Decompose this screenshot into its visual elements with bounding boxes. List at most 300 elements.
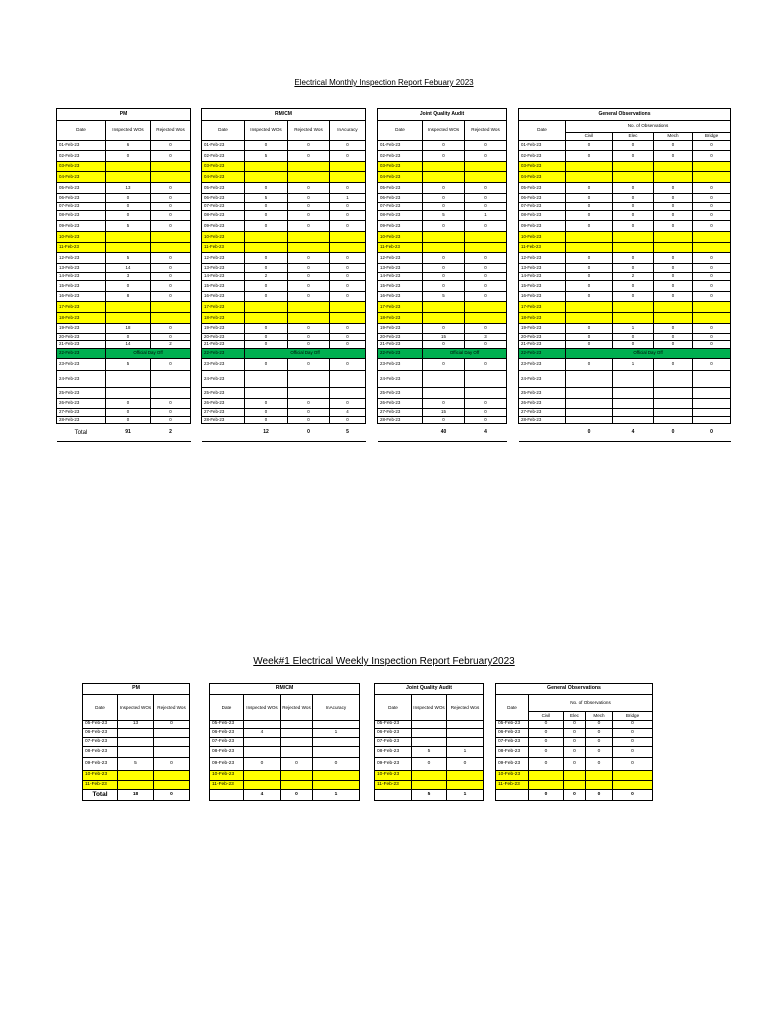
total-value: 12 [245, 424, 288, 442]
value-cell [288, 172, 330, 183]
date-cell: 06-Feb-23 [210, 729, 244, 738]
table-row [519, 292, 731, 302]
value-cell: 5 [106, 221, 151, 232]
date-cell: 17-Feb-23 [378, 302, 423, 313]
table-row [83, 721, 190, 729]
subheader-civil: Civil [529, 712, 564, 721]
value-cell [151, 313, 191, 324]
date-cell: 10-Feb-23 [375, 771, 412, 781]
table-row [519, 399, 731, 409]
value-cell [154, 747, 190, 758]
value-cell [106, 162, 151, 172]
total-value: 1 [313, 790, 360, 801]
column-header: Inspected WOs [245, 121, 288, 141]
value-cell: 0 [151, 221, 191, 232]
value-cell: 0 [465, 151, 507, 162]
value-cell: 3 [465, 334, 507, 341]
date-cell: 04-Feb-23 [519, 172, 566, 183]
column-header-row [57, 121, 191, 133]
value-cell: 0 [288, 211, 330, 221]
date-cell: 10-Feb-23 [202, 232, 245, 243]
value-cell: 0 [330, 253, 366, 264]
value-cell [281, 781, 313, 790]
value-cell: 0 [693, 151, 731, 162]
total-value: 40 [423, 424, 465, 442]
value-cell: 0 [151, 203, 191, 211]
value-cell: 0 [465, 141, 507, 151]
table-row [202, 302, 366, 313]
date-cell: 13-Feb-23 [378, 264, 423, 273]
value-cell: 0 [288, 273, 330, 281]
value-cell: 0 [106, 409, 151, 417]
date-cell: 26-Feb-23 [519, 399, 566, 409]
value-cell: 0 [693, 359, 731, 371]
column-header-row [496, 695, 653, 712]
value-cell: 0 [613, 264, 654, 273]
value-cell: 0 [693, 203, 731, 211]
total-label: Total [83, 790, 118, 801]
value-cell: 0 [245, 253, 288, 264]
value-cell: 0 [423, 253, 465, 264]
table-row [375, 758, 484, 771]
value-cell: 0 [613, 211, 654, 221]
value-cell: 0 [529, 738, 564, 747]
value-cell: 15 [423, 409, 465, 417]
value-cell [288, 313, 330, 324]
value-cell: 0 [423, 273, 465, 281]
group-title: General Observations [519, 109, 731, 121]
value-cell [412, 729, 447, 738]
table-row [210, 738, 360, 747]
table-row [378, 341, 507, 349]
date-cell: 19-Feb-23 [378, 324, 423, 334]
group-title: Joint Quality Audit [375, 684, 484, 695]
value-cell [465, 232, 507, 243]
table-row [83, 729, 190, 738]
value-cell: 0 [288, 151, 330, 162]
value-cell [423, 313, 465, 324]
value-cell: 0 [613, 221, 654, 232]
column-header: Date [202, 121, 245, 141]
table-row [375, 721, 484, 729]
value-cell [693, 399, 731, 409]
value-cell: 0 [564, 747, 586, 758]
value-cell [118, 729, 154, 738]
table-row [202, 243, 366, 253]
total-value: 0 [654, 424, 693, 442]
date-cell: 15-Feb-23 [202, 281, 245, 292]
table-row [519, 371, 731, 388]
date-cell: 14-Feb-23 [378, 273, 423, 281]
group-title: Joint Quality Audit [378, 109, 507, 121]
table-row [83, 758, 190, 771]
date-cell: 07-Feb-23 [375, 738, 412, 747]
table-row [519, 359, 731, 371]
value-cell [151, 162, 191, 172]
date-cell: 10-Feb-23 [210, 771, 244, 781]
date-cell: 13-Feb-23 [519, 264, 566, 273]
value-cell: 6 [106, 141, 151, 151]
date-cell: 11-Feb-23 [519, 243, 566, 253]
column-header: Date [210, 695, 244, 721]
date-cell: 27-Feb-23 [519, 409, 566, 417]
table-row [57, 292, 191, 302]
column-header-row [210, 695, 360, 712]
total-label: Total [57, 424, 106, 442]
value-cell: 1 [465, 211, 507, 221]
table-row [202, 203, 366, 211]
date-cell: 14-Feb-23 [202, 273, 245, 281]
value-cell [106, 243, 151, 253]
date-cell: 26-Feb-23 [57, 399, 106, 409]
value-cell: 0 [465, 359, 507, 371]
value-cell [244, 771, 281, 781]
value-cell: 0 [288, 183, 330, 194]
value-cell [244, 721, 281, 729]
value-cell [245, 172, 288, 183]
value-cell: 0 [106, 203, 151, 211]
value-cell [245, 302, 288, 313]
value-cell [151, 232, 191, 243]
value-cell: 0 [245, 417, 288, 424]
table-row [57, 141, 191, 151]
value-cell: 0 [245, 409, 288, 417]
value-cell [245, 162, 288, 172]
table-row [202, 273, 366, 281]
value-cell [613, 232, 654, 243]
value-cell: 0 [423, 221, 465, 232]
value-cell: 0 [465, 417, 507, 424]
value-cell [330, 371, 366, 388]
table-row [83, 738, 190, 747]
value-cell: 0 [693, 334, 731, 341]
value-cell [330, 162, 366, 172]
column-header: Inspected WOs [118, 695, 154, 721]
date-cell: 08-Feb-23 [210, 747, 244, 758]
date-cell: 20-Feb-23 [378, 334, 423, 341]
total-row [202, 424, 366, 442]
total-value: 0 [288, 424, 330, 442]
value-cell [613, 302, 654, 313]
table-row [202, 417, 366, 424]
day-off-label: Official Day Off [423, 349, 507, 359]
value-cell [154, 771, 190, 781]
value-cell [244, 781, 281, 790]
table-row [202, 162, 366, 172]
group-header-row [496, 684, 653, 695]
value-cell [118, 747, 154, 758]
value-cell: 0 [244, 758, 281, 771]
value-cell: 0 [288, 359, 330, 371]
value-cell [412, 781, 447, 790]
value-cell: 0 [245, 183, 288, 194]
total-spacer [375, 790, 412, 801]
value-cell: 14 [106, 341, 151, 349]
date-cell: 16-Feb-23 [57, 292, 106, 302]
column-header: Inspected WOs [412, 695, 447, 721]
total-value: 0 [566, 424, 613, 442]
value-cell: 0 [245, 341, 288, 349]
table-row [375, 747, 484, 758]
total-value: 0 [586, 790, 613, 801]
value-cell: 0 [330, 141, 366, 151]
value-cell: 0 [566, 264, 613, 273]
table-row [57, 302, 191, 313]
table-row [202, 409, 366, 417]
table-row [378, 243, 507, 253]
value-cell: 0 [654, 194, 693, 203]
value-cell: 0 [288, 399, 330, 409]
table-row [202, 388, 366, 399]
date-cell: 27-Feb-23 [202, 409, 245, 417]
value-cell: 1 [613, 324, 654, 334]
group-title: General Observations [496, 684, 653, 695]
value-cell: 0 [288, 253, 330, 264]
value-cell [613, 771, 653, 781]
table-row [57, 203, 191, 211]
value-cell [288, 371, 330, 388]
value-cell: 0 [613, 203, 654, 211]
value-cell: 0 [564, 729, 586, 738]
table-row [378, 292, 507, 302]
table-row [202, 221, 366, 232]
value-cell [154, 738, 190, 747]
date-cell: 02-Feb-23 [378, 151, 423, 162]
date-cell: 09-Feb-23 [57, 221, 106, 232]
value-cell [245, 243, 288, 253]
total-value: 4 [244, 790, 281, 801]
value-cell [330, 172, 366, 183]
value-cell: 0 [654, 221, 693, 232]
subheader-elec: Elec [564, 712, 586, 721]
value-cell [313, 771, 360, 781]
table-row [519, 243, 731, 253]
value-cell: 0 [613, 183, 654, 194]
table-row [57, 341, 191, 349]
date-cell: 07-Feb-23 [210, 738, 244, 747]
value-cell [412, 738, 447, 747]
table-row [378, 194, 507, 203]
value-cell: 0 [613, 281, 654, 292]
value-cell: 0 [423, 264, 465, 273]
table-row [519, 203, 731, 211]
column-header: No. of Observations [566, 121, 731, 133]
date-cell: 09-Feb-23 [210, 758, 244, 771]
value-cell: 0 [106, 281, 151, 292]
value-cell: 4 [330, 409, 366, 417]
date-cell: 27-Feb-23 [57, 409, 106, 417]
weekly-rm-table [209, 683, 360, 801]
table-row [519, 183, 731, 194]
date-cell: 02-Feb-23 [202, 151, 245, 162]
value-cell: 0 [423, 417, 465, 424]
total-row [375, 790, 484, 801]
date-cell: 05-Feb-23 [202, 183, 245, 194]
table-row [378, 253, 507, 264]
date-cell: 22-Feb-23 [378, 349, 423, 359]
value-cell: 0 [693, 194, 731, 203]
date-cell: 24-Feb-23 [378, 371, 423, 388]
weekly-gen-table [495, 683, 653, 801]
value-cell: 0 [529, 758, 564, 771]
value-cell [245, 388, 288, 399]
table-row [202, 281, 366, 292]
table-row [496, 747, 653, 758]
date-cell: 08-Feb-23 [202, 211, 245, 221]
value-cell [566, 399, 613, 409]
value-cell: 0 [423, 359, 465, 371]
total-row [519, 424, 731, 442]
value-cell: 2 [613, 273, 654, 281]
date-cell: 26-Feb-23 [378, 399, 423, 409]
value-cell: 0 [586, 738, 613, 747]
total-spacer [202, 424, 245, 442]
value-cell: 0 [586, 729, 613, 738]
value-cell: 0 [654, 141, 693, 151]
column-header: Inspected WOs [423, 121, 465, 141]
value-cell: 0 [245, 324, 288, 334]
table-row [496, 758, 653, 771]
value-cell: 0 [330, 264, 366, 273]
value-cell: 0 [106, 334, 151, 341]
date-cell: 04-Feb-23 [378, 172, 423, 183]
value-cell [654, 172, 693, 183]
total-value: 0 [281, 790, 313, 801]
group-title: RM/CM [202, 109, 366, 121]
value-cell: 0 [654, 341, 693, 349]
table-row [378, 399, 507, 409]
table-row [378, 264, 507, 273]
column-header: Date [378, 121, 423, 141]
value-cell: 0 [693, 211, 731, 221]
table-row [378, 359, 507, 371]
table-row [210, 781, 360, 790]
value-cell [313, 747, 360, 758]
group-header-row [202, 109, 366, 121]
total-value: 0 [564, 790, 586, 801]
value-cell: 0 [566, 141, 613, 151]
date-cell: 09-Feb-23 [83, 758, 118, 771]
value-cell: 0 [151, 399, 191, 409]
value-cell: 0 [613, 253, 654, 264]
value-cell [423, 243, 465, 253]
total-spacer [496, 790, 529, 801]
date-cell: 11-Feb-23 [83, 781, 118, 790]
date-cell: 25-Feb-23 [57, 388, 106, 399]
subheader-mech: Mech [586, 712, 613, 721]
table-row [202, 211, 366, 221]
value-cell [586, 781, 613, 790]
value-cell: 0 [288, 292, 330, 302]
column-header: Inspected WOs [106, 121, 151, 141]
value-cell [151, 302, 191, 313]
value-cell: 0 [423, 183, 465, 194]
total-value: 4 [465, 424, 507, 442]
value-cell: 0 [151, 334, 191, 341]
date-cell: 11-Feb-23 [210, 781, 244, 790]
value-cell [465, 371, 507, 388]
value-cell [693, 371, 731, 388]
value-cell [106, 172, 151, 183]
subheader-bridge: Bridge [693, 133, 731, 141]
table-row [519, 232, 731, 243]
date-cell: 14-Feb-23 [519, 273, 566, 281]
value-cell: 0 [288, 417, 330, 424]
table-row [378, 221, 507, 232]
date-cell: 17-Feb-23 [519, 302, 566, 313]
value-cell [154, 781, 190, 790]
value-cell: 1 [613, 359, 654, 371]
value-cell: 0 [330, 324, 366, 334]
value-cell: 0 [412, 758, 447, 771]
value-cell: 0 [566, 221, 613, 232]
value-cell: 18 [106, 324, 151, 334]
value-cell [447, 781, 484, 790]
table-row [57, 388, 191, 399]
value-cell: 0 [566, 341, 613, 349]
date-cell: 17-Feb-23 [57, 302, 106, 313]
date-cell: 11-Feb-23 [57, 243, 106, 253]
value-cell [693, 313, 731, 324]
value-cell: 0 [330, 292, 366, 302]
date-cell: 13-Feb-23 [57, 264, 106, 273]
value-cell [245, 313, 288, 324]
date-cell: 03-Feb-23 [57, 162, 106, 172]
value-cell: 0 [330, 334, 366, 341]
value-cell [288, 232, 330, 243]
value-cell: 0 [151, 359, 191, 371]
value-cell [586, 771, 613, 781]
value-cell: 0 [245, 141, 288, 151]
value-cell [118, 771, 154, 781]
date-cell: 27-Feb-23 [378, 409, 423, 417]
value-cell: 0 [465, 253, 507, 264]
table-row [202, 371, 366, 388]
value-cell: 0 [245, 334, 288, 341]
value-cell: 3 [106, 273, 151, 281]
value-cell: 0 [288, 264, 330, 273]
table-row [57, 151, 191, 162]
date-cell: 01-Feb-23 [519, 141, 566, 151]
value-cell: 0 [151, 281, 191, 292]
table-row [519, 324, 731, 334]
date-cell: 25-Feb-23 [519, 388, 566, 399]
table-row [519, 172, 731, 183]
group-title: PM [57, 109, 191, 121]
table-row [210, 729, 360, 738]
value-cell: 0 [330, 273, 366, 281]
table-row [519, 221, 731, 232]
table-row [496, 721, 653, 729]
value-cell [330, 232, 366, 243]
date-cell: 12-Feb-23 [378, 253, 423, 264]
value-cell [154, 729, 190, 738]
value-cell [465, 313, 507, 324]
value-cell: 0 [613, 151, 654, 162]
table-row [202, 334, 366, 341]
table-row [202, 151, 366, 162]
value-cell [465, 172, 507, 183]
date-cell: 03-Feb-23 [519, 162, 566, 172]
value-cell: 0 [151, 273, 191, 281]
total-spacer [519, 424, 566, 442]
value-cell: 0 [654, 292, 693, 302]
table-row [210, 771, 360, 781]
table-row [57, 221, 191, 232]
value-cell [693, 172, 731, 183]
value-cell: 0 [465, 183, 507, 194]
table-row [519, 264, 731, 273]
